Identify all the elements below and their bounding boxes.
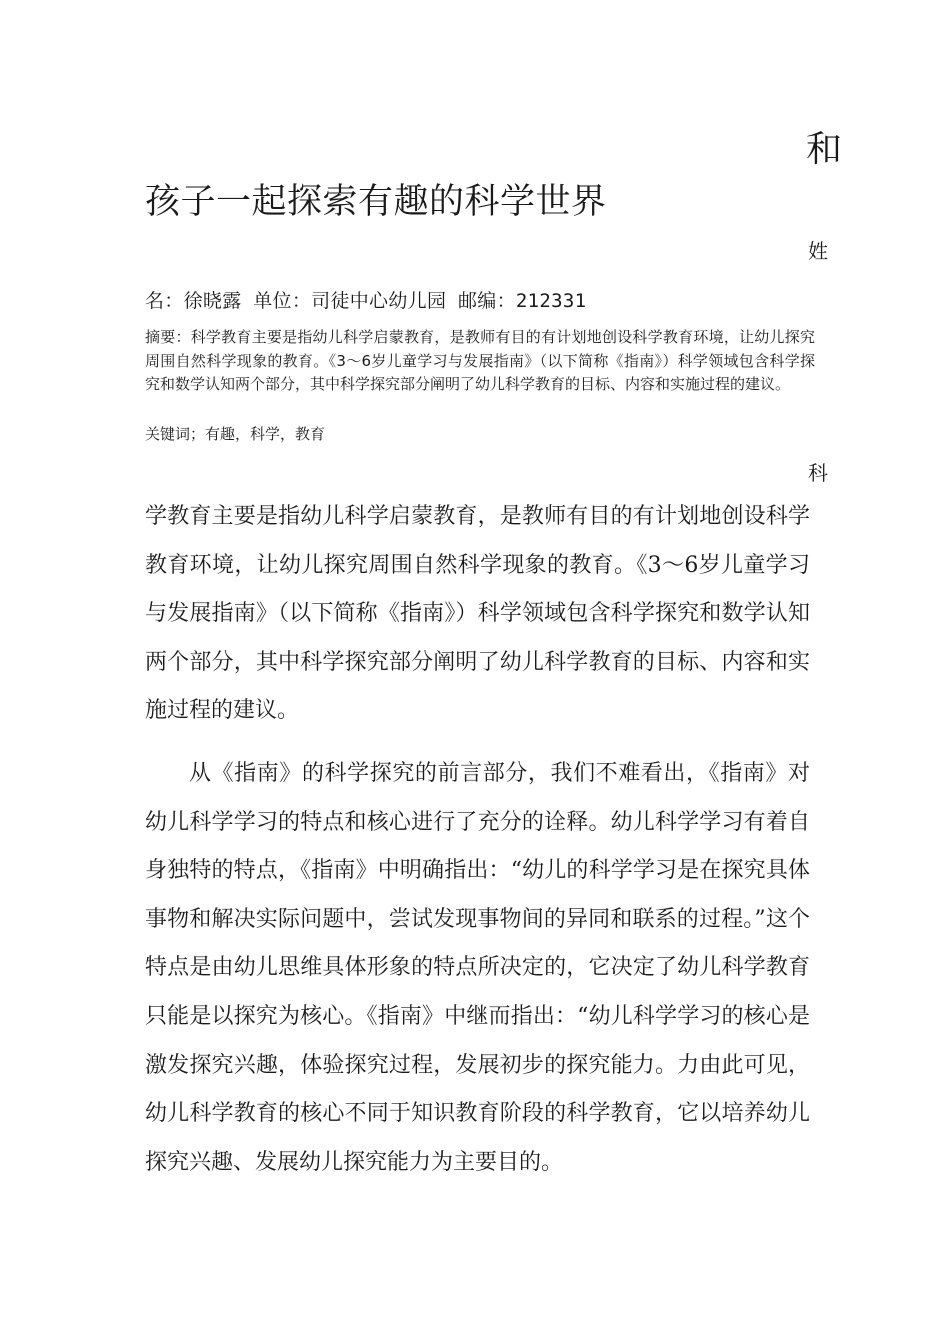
- document-title: 孩子一起探索有趣的科学世界: [145, 182, 607, 222]
- title-first-character: 和: [806, 129, 843, 170]
- keywords-line: 关键词；有趣，科学，教育: [145, 425, 326, 443]
- abstract-paragraph: 摘要：科学教育主要是指幼儿科学启蒙教育，是教师有目的有计划地创设科学教育环境，让幼儿探究周围自然科学现象的教育。《3～6岁儿童学习与发展指南》（以下简称《指南》）科学领域包含科学探究和数学认知两个部分，其中科学探究部分阐明了幼儿科学教育的目标、内容和实施过程的建议。: [145, 328, 815, 393]
- author-info-line: 名：徐晓露 单位：司徒中心幼儿园 邮编：212331: [145, 290, 587, 312]
- body-paragraph-1: 学教育主要是指幼儿科学启蒙教育，是教师有目的有计划地创设科学教育环境，让幼儿探究周围自然科学现象的教育。《3～6岁儿童学习与发展指南》（以下简称《指南》）科学领域包含科学探究和数学认知两个部分，其中科学探究部分阐明了幼儿科学教育的目标、内容和实施过程的建议。: [145, 504, 810, 724]
- body-first-character: 科: [808, 461, 828, 485]
- body-paragraph-2: 从《指南》的科学探究的前言部分，我们不难看出，《指南》对幼儿科学学习的特点和核心进行了充分的诠释。幼儿科学学习有着自身独特的特点，《指南》中明确指出：“幼儿的科学学习是在探究具体事物和解决实际问题中，尝试发现事物间的异同和联系的过程。”这个特点是由幼儿思维具体形象的特点所决定的，它决定了幼儿科学教育只能是以探究为核心。《指南》中继而指出：“幼儿科学学习的核心是激发探究兴趣，体验探究过程，发展初步的探究能力。力由此可见，幼儿科学教育的核心不同于知识教育阶段的科学教育，它以培养幼儿探究兴趣、发展幼儿探究能力为主要目的。: [145, 761, 810, 1175]
- author-line-first-character: 姓: [808, 239, 828, 263]
